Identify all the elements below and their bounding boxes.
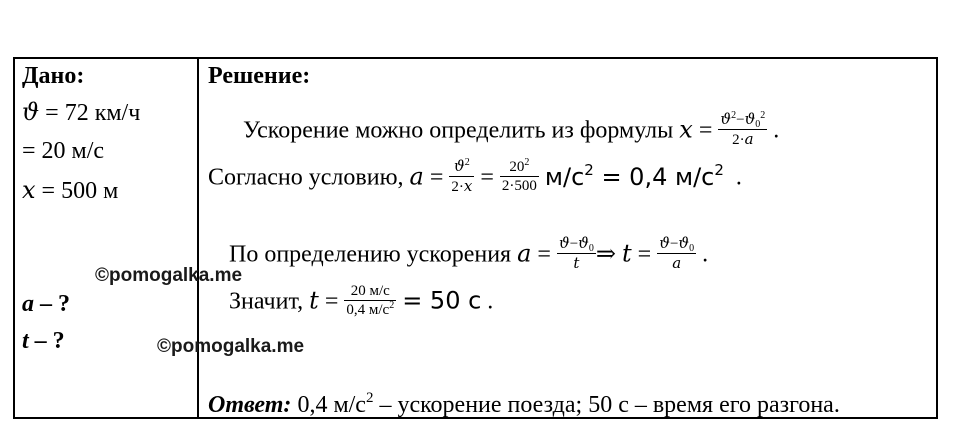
column-divider (197, 57, 199, 419)
answer-label: Ответ: (208, 392, 292, 418)
given-title: Дано: (22, 63, 85, 89)
solution-line-1: Ускорение можно определить из формулы x = $\frac{ϑ^2-ϑ_0^2}{2\cdot a}$ . (243, 110, 780, 148)
solution-line-4: Значит, t = $\frac{20 м/с}{0,4 м/с^2}$ = 50 с . (229, 283, 494, 318)
given-distance: x = 500 м (22, 176, 119, 204)
solution-line-3: По определению ускорения a = $\frac{ϑ-ϑ_0}{t}$ ⇒ t = $\frac{ϑ-ϑ_0}{a}$ . (229, 234, 709, 272)
solution-line-2: Согласно условию, a = $\frac{ϑ^2}{2\cdot x}$ = $\frac{20^2}{2\cdot 500}$ $м/с^2 = 0,4$ $м/с^2$ . (208, 157, 742, 195)
watermark: ©pomogalka.me (157, 336, 305, 357)
watermark: ©pomogalka.me (95, 265, 243, 286)
solution-title: Решение: (208, 63, 311, 89)
answer-line: Ответ: 0,4 $м/с^2$ – ускорение поезда; 50 с – время его разгона. (208, 390, 840, 418)
given-speed-si: = 20 м/с (22, 138, 105, 164)
given-speed: ϑ = 72 км/ч (22, 98, 141, 126)
find-acceleration: a – ? (22, 291, 70, 317)
find-time: t – ? (22, 328, 65, 354)
